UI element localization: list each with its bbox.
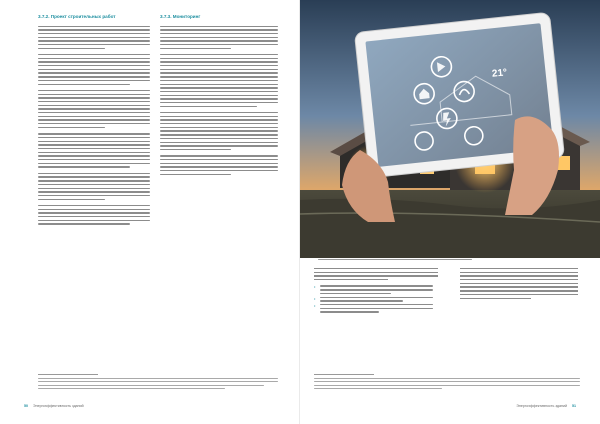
- right-column-1: [314, 268, 438, 315]
- left-column-1: [38, 14, 150, 230]
- footnotes: [314, 378, 580, 392]
- paragraph: [160, 155, 278, 175]
- footnote-divider: [38, 374, 98, 375]
- paragraph: [160, 112, 278, 150]
- paragraph: [460, 268, 578, 299]
- page-number: 51: [572, 404, 576, 408]
- footer-title: Энергоэффективность зданий: [516, 404, 567, 408]
- paragraph: [38, 205, 150, 225]
- section-title-construction: 3.7.2. Проект строительных работ: [38, 14, 116, 19]
- smart-home-tablet-photo: [300, 0, 600, 258]
- tablet-temperature: 21°: [491, 67, 508, 80]
- right-column-2: [460, 268, 578, 304]
- right-page: [300, 0, 600, 424]
- left-column-2: [160, 14, 278, 180]
- bullet-item: •: [314, 285, 438, 294]
- paragraph: [38, 133, 150, 168]
- paragraph: [38, 173, 150, 200]
- bullet-item: •: [314, 304, 438, 313]
- bullet-item: •: [314, 297, 438, 302]
- paragraph: [38, 26, 150, 50]
- paragraph: [160, 54, 278, 107]
- section-title-monitoring: 3.7.3. Мониторинг: [160, 14, 201, 19]
- paragraph: [38, 90, 150, 128]
- paragraph: [160, 26, 278, 50]
- page-number: 50: [24, 404, 28, 408]
- paragraph: [314, 268, 438, 280]
- footnotes: [38, 378, 278, 392]
- page-footer-left: [20, 404, 84, 408]
- footer-title: Энергоэффективность зданий: [33, 404, 84, 408]
- footnote-divider: [314, 374, 374, 375]
- photo-caption: [318, 259, 538, 262]
- page-footer-right: [516, 404, 580, 408]
- paragraph: [38, 54, 150, 85]
